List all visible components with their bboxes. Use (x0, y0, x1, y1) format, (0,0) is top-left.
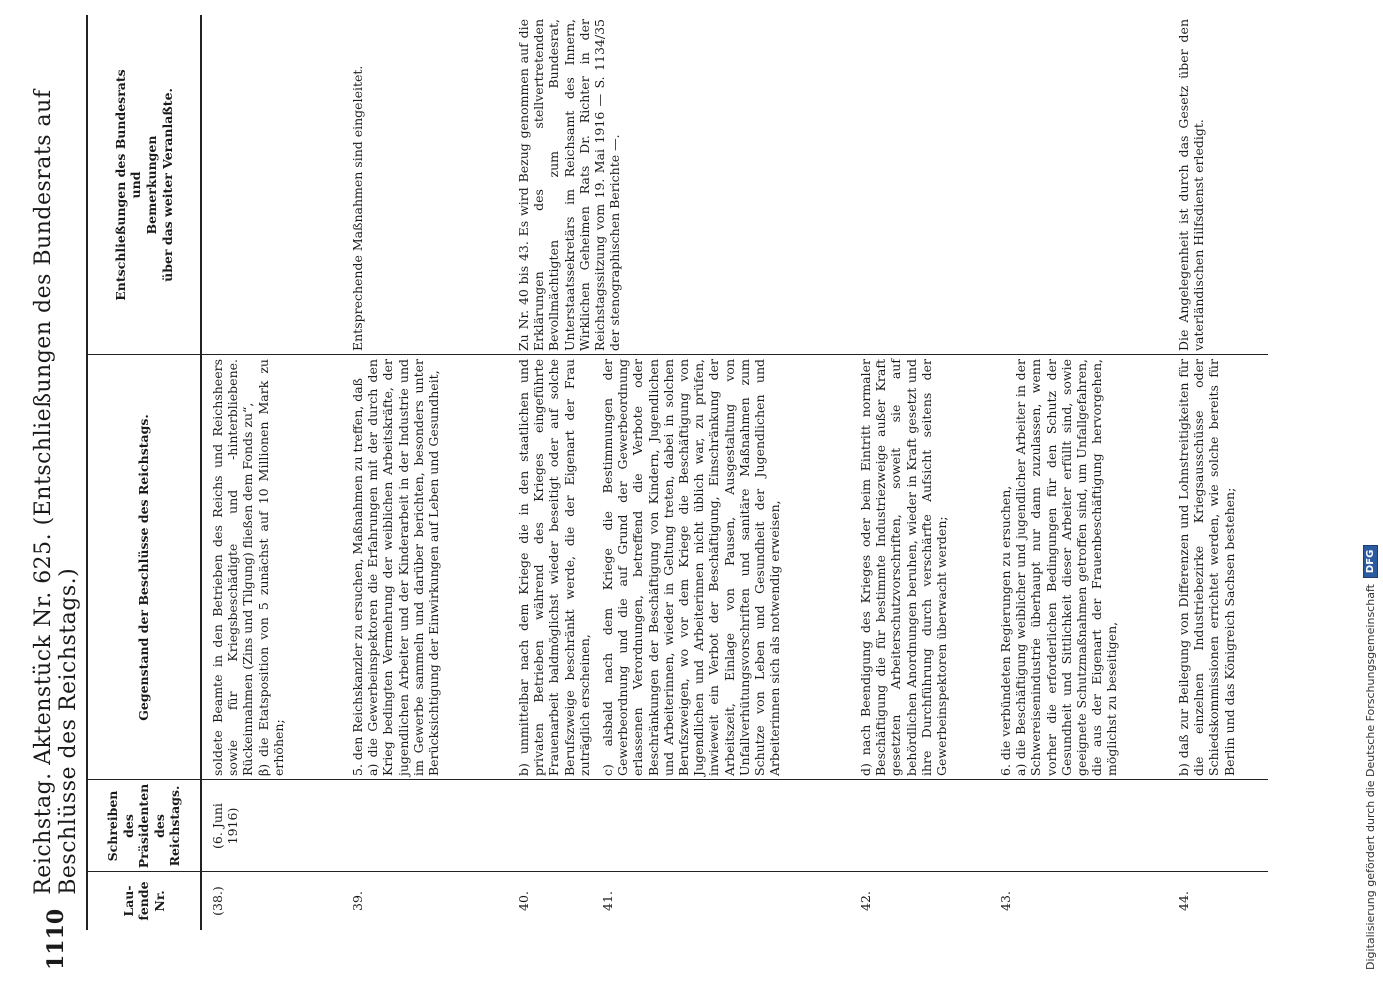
row-subject: 6. die verbündeten Regierungen zu ersuchen, a) die Beschäftigung weiblicher und jugendlicher Arbeiter in der Schwereisenindustrie überhaupt nur dann zuzulassen, wenn vorher die erforderlichen Bedingungen für den Schutz der Gesundheit und Sittlichkeit dieser Arbeiter erfüllt sind, sowie geeignete Schutzmaßnahmen getroffen sind, um Unfallgefahren, die aus der Eigenart der Frauenbeschäftigung hervorgehen, möglichst zu beseitigen, (998, 359, 1120, 776)
row-number: 39. (350, 891, 365, 911)
table-row (350, 15, 516, 930)
row-number: 42. (858, 891, 873, 911)
dfg-watermark (1355, 30, 1377, 970)
col-header-schreiben: Schreiben des Präsidenten des Reichstags. (104, 783, 183, 869)
row-number: 40. (516, 891, 531, 911)
page-title: Reichstag. Aktenstück Nr. 625. (Entschließungen des Bundesrats auf Beschlüsse des Reichstags.) (31, 89, 81, 895)
row-subject: d) nach Beendigung des Krieges oder beim Eintritt normaler Beschäftigung die für bestimmte Industriezweige außer Kraft gesetzten Arbeiterschutzvorschriften, soweit sie auf behördlichen Anordnungen beruhen, wieder in Kraft gesetzt und ihre Durchführung durch verschärfte Aufsicht seitens der Gewerbeinspektoren überwacht werden; (858, 359, 950, 776)
row-number: (38.) (210, 886, 225, 916)
row-subject: soldete Beamte in den Betrieben des Reichs und Reichsheers sowie für Kriegsbeschädigte und -hinterbliebene. Rückeinnahmen (Zins und Tilgung) fließen dem Fonds zu“, β) die Etatsposition von 5 zunächst auf 10 Millionen Mark zu erhöhen; (210, 359, 286, 776)
col-header-gegenstand: Gegenstand der Beschlüsse des Reichstags. (136, 414, 152, 721)
page-number: 1110 (43, 908, 69, 970)
dfg-logo: DFG (1363, 545, 1378, 578)
row-resolution: Die Angelegenheit ist durch das Gesetz über den vaterländischen Hilfsdienst erledigt. (1176, 19, 1207, 351)
row-number: 41. (600, 891, 615, 911)
row-number: 43. (998, 891, 1013, 911)
table-row (858, 15, 998, 930)
page-header (26, 30, 86, 970)
col-header-nr: Lau- fende Nr. (120, 881, 167, 921)
table-row (210, 15, 350, 930)
row-subject: 5. den Reichskanzler zu ersuchen, Maßnahmen zu treffen, daß a) die Gewerbeinspektoren die Erfahrungen mit der durch den Krieg bedingten Vermehrung der weiblichen Arbeitskräfte, der jugendlichen Arbeiter und der Kinderarbeit in der Industrie und im Gewerbe sammeln und darüber berichten, besonders unter Berücksichtigung der Einwirkungen auf Leben und Gesundheit, (350, 359, 442, 776)
table-row (1176, 15, 1268, 930)
row-subject: b) unmittelbar nach dem Kriege die in den staatlichen und privaten Betrieben während des Krieges eingeführte Frauenarbeit baldmöglichst wieder beseitigt oder auf solche Berufszweige beschränkt werde, die der Eigenart der Frau zuträglich erscheinen, (516, 359, 592, 776)
row-letter-date: (6. Juni 1916) (210, 803, 241, 849)
table-header (88, 15, 202, 930)
row-subject: c) alsbald nach dem Kriege die Bestimmungen der Gewerbeordnung und die auf Grund der Gewerbeordnung erlassenen Verordnungen, betreffend die Verbote oder Beschränkungen der Beschäftigung von Kindern, Jugendlichen und Arbeiterinnen, wieder in Geltung treten, dabei in solchen Berufszweigen, wo vor dem Kriege die Beschäftigung von Jugendlichen und Arbeiterinnen nicht üblich war, zu prüfen, inwieweit ein Verbot der Beschäftigung, Einschränkung der Arbeitszeit, Einlage von Pausen, Ausgestaltung von Unfallverhütungsvorschriften und sanitäre Maßnahmen zum Schutze von Leben und Gesundheit der Jugendlichen und Arbeiterinnen sich als notwendig erweisen, (600, 359, 783, 776)
table-row (998, 15, 1176, 930)
table-row (600, 15, 858, 930)
resolutions-table (86, 15, 1268, 930)
row-resolution: Zu Nr. 40 bis 43. Es wird Bezug genommen auf die Erklärungen des stellvertretenden Bevollmächtigten zum Bundesrat, Unterstaatssekretärs im Reichsamt des Innern, Wirklichen Geheimen Rats Dr. Richter in der Reichstagssitzung vom 19. Mai 1916 — S. 1134/35 der stenographischen Berichte —. (516, 19, 623, 351)
watermark-text: Digitalisierung gefördert durch die Deutsche Forschungsgemeinschaft (1363, 584, 1377, 970)
row-resolution: Entsprechende Maßnahmen sind eingeleitet. (350, 65, 365, 351)
row-subject: b) daß zur Beilegung von Differenzen und Lohnstreitigkeiten für die einzelnen Industriebezirke Kriegsausschüsse oder Schiedskommissionen errichtet werden, wie solche bereits für Berlin und das Königreich Sachsen bestehen; (1176, 359, 1237, 776)
row-number: 44. (1176, 891, 1191, 911)
col-header-entschliessungen: Entschließungen des Bundesrats und Bemerkungen über das weiter Veranlaßte. (112, 69, 175, 301)
